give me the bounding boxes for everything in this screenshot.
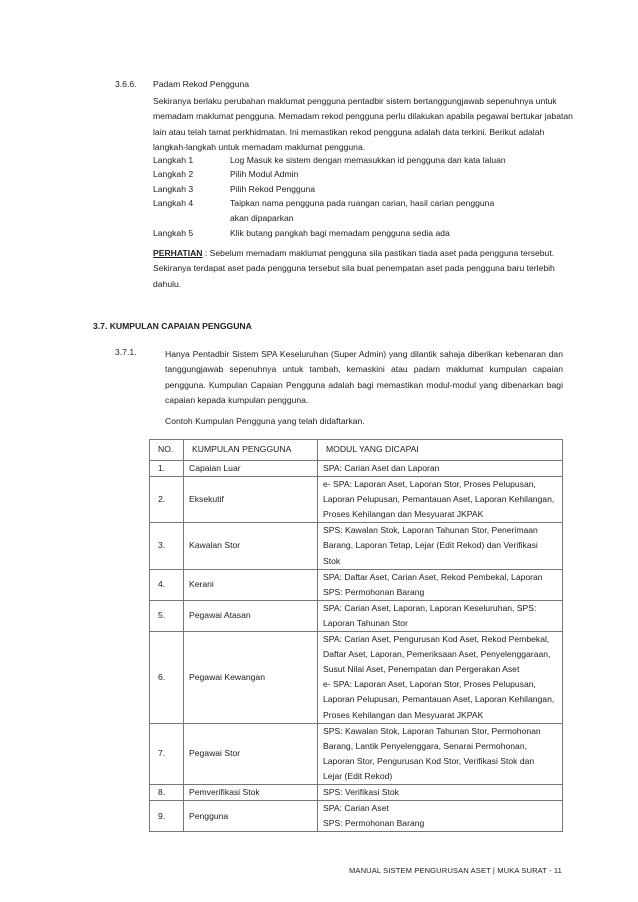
step-text: Taipkan nama pengguna pada ruangan carian, hasil carian pengguna akan dipaparkan [230, 198, 495, 223]
module-line: SPA: Carian Aset [323, 803, 389, 814]
row-group: Kerani [184, 569, 318, 600]
page-footer: MANUAL SISTEM PENGURUSAN ASET | MUKA SURAT - 11 [348, 866, 562, 875]
module-line: Stok [323, 555, 341, 566]
header-group: KUMPULAN PENGGUNA [184, 440, 318, 461]
table-header-row [150, 440, 563, 461]
module-line: SPA: Carian Aset dan Laporan [323, 463, 440, 473]
module-line: Laporan Pelupusan, Pemantauan Aset, Laporan Kehilangan, [323, 694, 555, 705]
step-label: Langkah 4 [153, 198, 194, 209]
module-line: Barang, Lantik Penyelenggara, Senarai Permohonan, [323, 740, 528, 751]
module-line: SPA: Carian Aset, Pengurusan Kod Aset, Rekod Pembekal, [323, 634, 550, 645]
row-modules [318, 600, 563, 631]
module-line: SPS: Verifikasi Stok [323, 786, 399, 797]
table-row [150, 569, 563, 600]
notice-text: : Sebelum memadam maklumat pengguna sila pastikan tiada aset pada pengguna tersebut. Sekiranya terdapat aset pada pengguna tersebut sila buat penempatan aset pada pengguna baru terlebih dahulu. [153, 248, 555, 289]
table-row [150, 523, 563, 569]
section-heading: 3.7. KUMPULAN CAPAIAN PENGGUNA [93, 321, 252, 331]
row-modules [318, 723, 563, 784]
row-no: 5. [150, 600, 184, 631]
module-line: SPS: Kawalan Stok, Laporan Tahunan Stor, Permohonan [323, 725, 541, 736]
section-number: 3.6.6. [115, 79, 137, 89]
row-no: 3. [150, 523, 184, 569]
subsection-paragraph: Hanya Pentadbir Sistem SPA Keseluruhan (Super Admin) yang dilantik sahaja diberikan kebenaran dan tanggungjawab sepenuhnya untuk tambah, kemaskini atau padam maklumat kumpulan capaian pengguna. Kumpulan Capaian Pengguna adalah bagi memastikan modul-modul yang dibenarkan bagi capaian kepada kumpulan pengguna. [165, 349, 563, 406]
step-item [153, 153, 573, 167]
table-row [150, 784, 563, 800]
user-group-table [149, 439, 563, 832]
row-group: Capaian Luar [184, 461, 318, 477]
row-modules [318, 477, 563, 523]
header-no: NO. [150, 440, 184, 461]
module-line: SPS: Kawalan Stok, Laporan Tahunan Stor, Penerimaan [323, 525, 538, 536]
step-label: Langkah 5 [153, 228, 194, 239]
module-line: Proses Kehilangan dan Mesyuarat JKPAK [323, 509, 484, 520]
step-item [153, 196, 573, 225]
module-line: SPA: Carian Aset, Laporan, Laporan Keseluruhan, SPS: [323, 602, 537, 613]
module-line: Susut Nilai Aset, Penempatan dan Pergerakan Aset [323, 664, 520, 675]
steps-list [153, 153, 573, 240]
section-title: Padam Rekod Pengguna [153, 79, 250, 89]
step-label: Langkah 1 [153, 155, 194, 165]
table-caption: Contoh Kumpulan Pengguna yang telah didaftarkan. [165, 416, 365, 426]
row-no: 6. [150, 632, 184, 724]
step-label: Langkah 2 [153, 169, 194, 180]
row-group: Pemverifikasi Stok [184, 784, 318, 800]
table-row [150, 632, 563, 724]
row-no: 2. [150, 477, 184, 523]
notice-paragraph [153, 246, 573, 292]
row-no: 9. [150, 801, 184, 832]
table-row [150, 801, 563, 832]
row-group: Pegawai Atasan [184, 600, 318, 631]
step-item [153, 167, 573, 181]
module-line: Laporan Tahunan Stor [323, 617, 408, 628]
row-modules [318, 461, 563, 477]
module-line: e- SPA: Laporan Aset, Laporan Stor, Proses Pelupusan, [323, 479, 536, 490]
row-no: 7. [150, 723, 184, 784]
module-line: Proses Kehilangan dan Mesyuarat JKPAK [323, 709, 484, 720]
row-modules [318, 801, 563, 832]
row-no: 4. [150, 569, 184, 600]
module-line: e- SPA: Laporan Aset, Laporan Stor, Proses Pelupusan, [323, 679, 536, 690]
subsection-number: 3.7.1. [115, 347, 137, 357]
notice-label: PERHATIAN [153, 248, 203, 258]
module-line: Lejar (Edit Rekod) [323, 770, 393, 781]
row-modules [318, 784, 563, 800]
module-line: Laporan Pelupusan, Pemantauan Aset, Laporan Kehilangan, [323, 494, 555, 505]
row-group: Pegawai Stor [184, 723, 318, 784]
row-modules [318, 523, 563, 569]
row-modules [318, 632, 563, 724]
header-modules: MODUL YANG DICAPAI [318, 440, 563, 461]
step-item [153, 226, 573, 240]
step-label: Langkah 3 [153, 183, 194, 194]
row-modules [318, 569, 563, 600]
table-row [150, 461, 563, 477]
table-row [150, 600, 563, 631]
module-line: SPS: Permohonan Barang [323, 818, 425, 829]
row-group: Pengguna [184, 801, 318, 832]
module-line: SPA: Daftar Aset, Carian Aset, Rekod Pembekal, Laporan [323, 571, 543, 582]
step-text: Pilih Rekod Pengguna [230, 183, 316, 194]
table-row [150, 477, 563, 523]
table-row [150, 723, 563, 784]
row-no: 1. [150, 461, 184, 477]
step-text: Log Masuk ke sistem dengan memasukkan id pengguna dan kata laluan [230, 155, 506, 165]
module-line: Daftar Aset, Laporan, Pemeriksaan Aset, Penyelenggaraan, [323, 649, 551, 660]
row-no: 8. [150, 784, 184, 800]
step-text: Pilih Modul Admin [230, 169, 299, 180]
row-group: Pegawai Kewangan [184, 632, 318, 724]
section-paragraph: Sekiranya berlaku perubahan maklumat pengguna pentadbir sistem bertanggungjawab sepenuhnya untuk memadam maklumat pengguna. Memadam rekod pengguna perlu dilakukan apabila pegawai bertukar jabatan lain atau telah tamat perkhidmatan. Ini memastikan rekod pengguna adalah data terkini. Berikut adalah langkah-langkah untuk memadam maklumat pengguna. [153, 96, 573, 153]
step-text: Klik butang pangkah bagi memadam pengguna sedia ada [230, 228, 450, 239]
row-group: Eksekutif [184, 477, 318, 523]
module-line: Barang, Laporan Tetap, Lejar (Edit Rekod) dan Verifikasi [323, 540, 538, 551]
module-line: Laporan Stor, Pengurusan Kod Stor, Verifikasi Stok dan [323, 755, 535, 766]
row-group: Kawalan Stor [184, 523, 318, 569]
step-item [153, 182, 573, 196]
module-line: SPS: Permohonan Barang [323, 586, 425, 597]
